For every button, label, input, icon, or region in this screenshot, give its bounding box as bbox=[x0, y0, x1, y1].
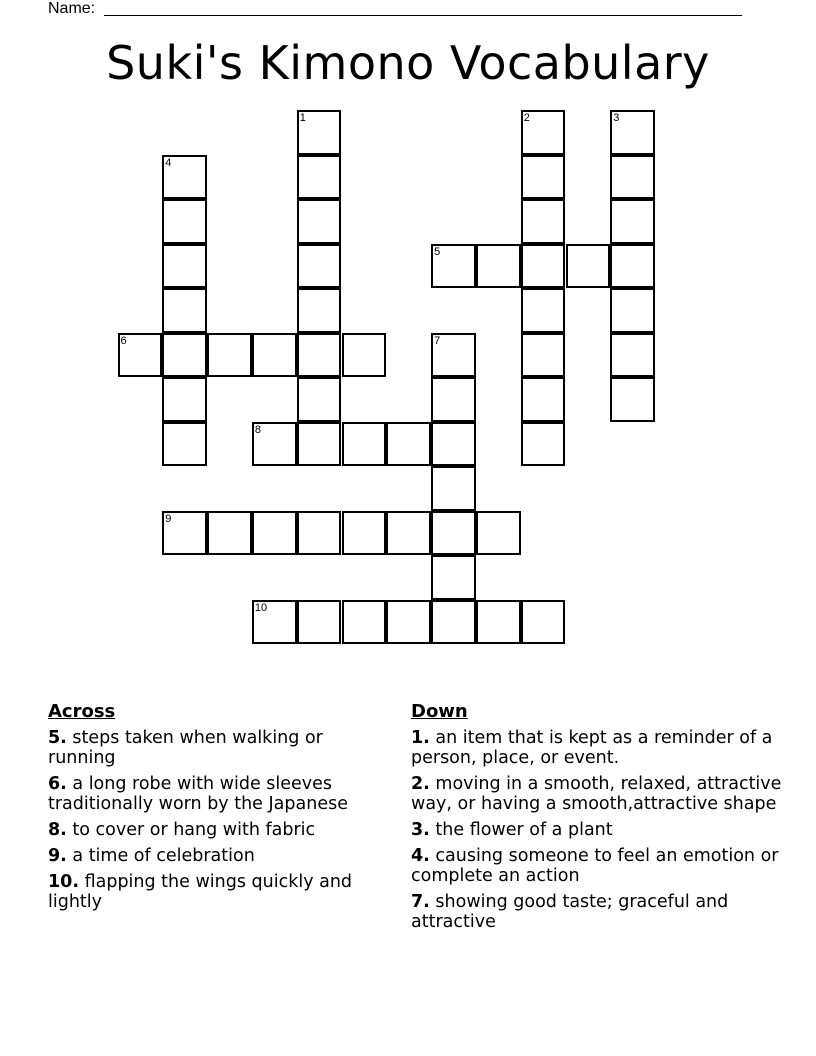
cell-number: 10 bbox=[254, 601, 268, 614]
clue-number: 9. bbox=[48, 846, 67, 866]
crossword-cell[interactable] bbox=[386, 422, 431, 467]
clue-number: 4. bbox=[411, 846, 430, 866]
crossword-cell[interactable] bbox=[252, 333, 297, 378]
crossword-cell[interactable] bbox=[297, 377, 342, 422]
crossword-cell[interactable] bbox=[162, 244, 207, 289]
crossword-cell[interactable] bbox=[252, 511, 297, 556]
down-clues bbox=[411, 700, 786, 938]
clue-text: a long robe with wide sleeves traditionally worn by the Japanese bbox=[48, 774, 348, 814]
cell-number: 1 bbox=[299, 112, 306, 124]
clue-number: 1. bbox=[411, 728, 430, 748]
crossword-cell[interactable] bbox=[386, 511, 431, 556]
crossword-cell[interactable] bbox=[521, 155, 566, 200]
crossword-cell[interactable] bbox=[162, 511, 207, 556]
clue-text: a time of celebration bbox=[72, 846, 255, 866]
cell-number: 8 bbox=[254, 423, 262, 436]
crossword-cell[interactable] bbox=[431, 377, 476, 422]
crossword-cell[interactable] bbox=[162, 199, 207, 244]
crossword-cell[interactable] bbox=[431, 555, 476, 600]
crossword-cell[interactable] bbox=[297, 110, 342, 155]
clue-text: causing someone to feel an emotion or complete an action bbox=[411, 846, 779, 886]
crossword-cell[interactable] bbox=[476, 511, 521, 556]
crossword-cell[interactable] bbox=[342, 333, 387, 378]
crossword-cell[interactable] bbox=[297, 511, 342, 556]
clue-text: moving in a smooth, relaxed, attractive way, or having a smooth,attractive shape bbox=[411, 774, 782, 814]
crossword-cell[interactable] bbox=[610, 199, 655, 244]
clue-down-7 bbox=[411, 892, 786, 932]
crossword-cell[interactable] bbox=[162, 377, 207, 422]
clue-down-1 bbox=[411, 728, 786, 768]
across-clues bbox=[48, 700, 388, 918]
clue-across-6 bbox=[48, 774, 388, 814]
clue-text: showing good taste; graceful and attractive bbox=[411, 892, 729, 932]
crossword-cell[interactable] bbox=[207, 333, 252, 378]
clue-text: steps taken when walking or running bbox=[48, 728, 323, 768]
clue-number: 8. bbox=[48, 820, 67, 840]
crossword-cell[interactable] bbox=[297, 199, 342, 244]
cell-number: 3 bbox=[613, 112, 620, 124]
cell-number: 9 bbox=[165, 512, 172, 525]
cell-number: 7 bbox=[434, 334, 441, 347]
clue-text: an item that is kept as a reminder of a person, place, or event. bbox=[411, 728, 773, 768]
clue-across-9 bbox=[48, 846, 388, 866]
clue-text: the flower of a plant bbox=[435, 820, 613, 840]
clue-across-10 bbox=[48, 872, 388, 912]
clue-across-5 bbox=[48, 728, 388, 768]
crossword-cell[interactable] bbox=[566, 244, 611, 289]
cell-number: 6 bbox=[120, 334, 127, 347]
crossword-cell[interactable] bbox=[521, 377, 566, 422]
crossword-cell[interactable] bbox=[521, 288, 566, 333]
clue-number: 10. bbox=[48, 872, 80, 892]
crossword-cell[interactable] bbox=[521, 110, 566, 155]
crossword-cell[interactable] bbox=[431, 511, 476, 556]
crossword-cell[interactable] bbox=[342, 511, 387, 556]
crossword-cell[interactable] bbox=[162, 422, 207, 467]
crossword-cell[interactable] bbox=[297, 155, 342, 200]
crossword-cell[interactable] bbox=[118, 333, 163, 378]
crossword-cell[interactable] bbox=[297, 288, 342, 333]
crossword-cell[interactable] bbox=[297, 422, 342, 467]
clue-number: 6. bbox=[48, 774, 67, 794]
crossword-cell[interactable] bbox=[610, 155, 655, 200]
clue-number: 3. bbox=[411, 820, 430, 840]
crossword-cell[interactable] bbox=[386, 600, 431, 645]
clue-across-8 bbox=[48, 820, 388, 840]
crossword-cell[interactable] bbox=[162, 155, 207, 200]
clue-text: flapping the wings quickly and lightly bbox=[48, 872, 353, 912]
crossword-cell[interactable] bbox=[207, 511, 252, 556]
puzzle-title: Suki's Kimono Vocabulary bbox=[106, 36, 710, 90]
crossword-cell[interactable] bbox=[252, 600, 297, 645]
crossword-cell[interactable] bbox=[342, 422, 387, 467]
crossword-cell[interactable] bbox=[297, 244, 342, 289]
crossword-cell[interactable] bbox=[252, 422, 297, 467]
clue-number: 7. bbox=[411, 892, 430, 912]
cell-number: 5 bbox=[434, 245, 441, 258]
crossword-cell[interactable] bbox=[431, 600, 476, 645]
crossword-cell[interactable] bbox=[162, 333, 207, 378]
clue-number: 2. bbox=[411, 774, 430, 794]
crossword-cell[interactable] bbox=[476, 600, 521, 645]
crossword-cell[interactable] bbox=[297, 333, 342, 378]
crossword-cell[interactable] bbox=[521, 199, 566, 244]
crossword-cell[interactable] bbox=[610, 110, 655, 155]
crossword-cell[interactable] bbox=[297, 600, 342, 645]
down-heading: Down bbox=[411, 701, 468, 722]
crossword-cell[interactable] bbox=[342, 600, 387, 645]
crossword-cell[interactable] bbox=[476, 244, 521, 289]
crossword-cell[interactable] bbox=[431, 466, 476, 511]
clue-down-2 bbox=[411, 774, 786, 814]
clue-down-3 bbox=[411, 820, 786, 840]
crossword-cell[interactable] bbox=[431, 333, 476, 378]
crossword-cell[interactable] bbox=[431, 244, 476, 289]
crossword-cell[interactable] bbox=[521, 333, 566, 378]
cell-number: 4 bbox=[165, 156, 172, 169]
crossword-cell[interactable] bbox=[162, 288, 207, 333]
crossword-cell[interactable] bbox=[431, 422, 476, 467]
crossword-cell[interactable] bbox=[521, 422, 566, 467]
clue-number: 5. bbox=[48, 728, 67, 748]
crossword-cell[interactable] bbox=[521, 600, 566, 645]
crossword-cell[interactable] bbox=[610, 333, 655, 378]
clue-down-4 bbox=[411, 846, 786, 886]
crossword-cell[interactable] bbox=[521, 244, 566, 289]
across-heading: Across bbox=[48, 701, 116, 722]
crossword-cell[interactable] bbox=[610, 377, 655, 422]
cell-number: 2 bbox=[523, 112, 530, 124]
clue-text: to cover or hang with fabric bbox=[72, 820, 316, 840]
name-label: Name: bbox=[48, 0, 96, 17]
crossword-cell[interactable] bbox=[610, 288, 655, 333]
crossword-cell[interactable] bbox=[610, 244, 655, 289]
